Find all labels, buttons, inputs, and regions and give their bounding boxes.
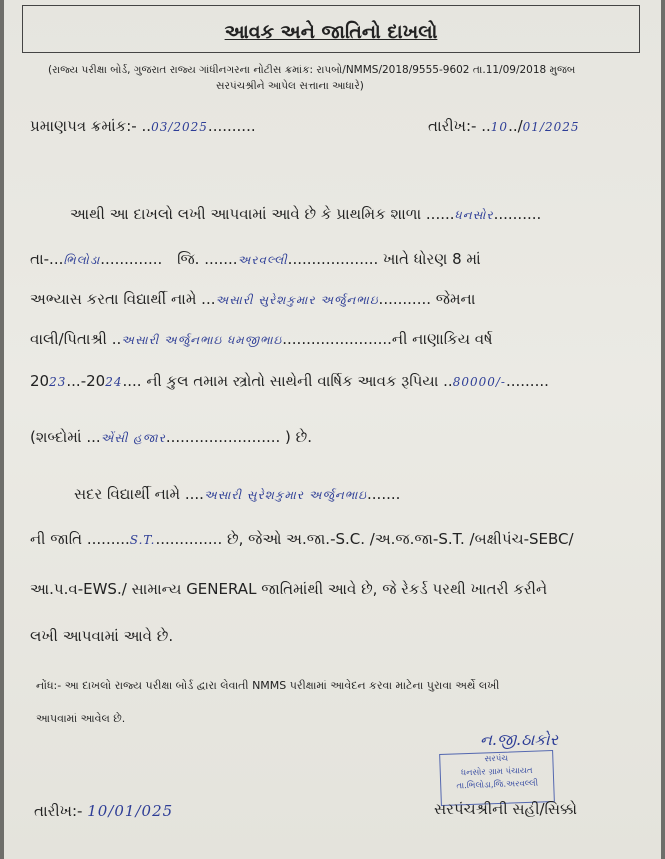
para1-line-5: 2023...-2024.... ની કુલ તમામ સ્ત્રોતો સાથેની વાર્ષિક આવક રૂપિયા ..80000/-......... [30, 372, 549, 390]
taluka-value: ભિલોડા [63, 253, 101, 267]
certificate-paper [4, 0, 661, 859]
para2-line-1: સદર વિદ્યાર્થી નામે ....અસારી સુરેશકુમાર અર્જુનભાઇ....... [74, 485, 401, 503]
stamp-line-3: તા.ભિલોડા,જિ.અરવલ્લી [456, 778, 539, 792]
para2-line-3: આ.પ.વ-EWS./ સામાન્ય GENERAL જાતિમાંથી આવે છે, જે રેકર્ડ પરથી ખાતરી કરીને [30, 580, 548, 598]
date-top-year: /2025 [539, 120, 580, 134]
date-top-day: 10 [490, 120, 509, 134]
taluka-label: તા- [30, 250, 50, 268]
year-from: 23 [49, 375, 67, 389]
note-line-1: નોંધ:- આ દાખલો રાજ્ય પરીક્ષા બોર્ડ દ્વારા લેવાતી NMMS પરીક્ષામાં આવેદન કરવા માટેના પુરાવા અર્થે લખી [36, 679, 500, 692]
bottom-date-row [34, 802, 173, 820]
school-name: ધનસોર [454, 208, 494, 222]
note-line-2: આપવામાં આવેલ છે. [36, 712, 126, 725]
para1-end-text: ) છે. [285, 428, 313, 446]
notice-line-1: (રાજ્ય પરીક્ષા બોર્ડ, ગુજરાત રાજ્ય ગાંધીનગરના નોટીસ ક્રમાંક: રાપબો/NMMS/2018/9555-9602 તા.11/09/2018 મુજબ [48, 64, 576, 76]
sarpanch-signature: ન.જી.ઠાકોર [480, 730, 558, 749]
page-title: આવક અને જાતિનો દાખલો [224, 21, 438, 43]
certificate-no-label: પ્રમાણપત્ર ક્રમાંક:- [30, 117, 137, 135]
para1-line-2: તા-...ભિલોડા............. જિ. .......અરવલ્લી................... ખાતે ધોરણ 8 માં [30, 250, 481, 268]
income-label: ની કુલ તમામ સ્ત્રોતો સાથેની વાર્ષિક આવક રૂપિયા [146, 372, 439, 390]
whose-text: જેમના [435, 290, 476, 308]
certificate-no-row: પ્રમાણપત્ર ક્રમાંક:- ..03/2025.......... [30, 117, 256, 135]
income-value: 80000/- [452, 375, 506, 389]
stamp-line-1: સરપંચ [484, 753, 509, 765]
student-name: અસારી સુરેશકુમાર અર્જુનભાઇ [215, 293, 379, 307]
income-words-label: (શબ્દોમાં [30, 428, 82, 446]
certificate-no-value: 03/2025 [151, 120, 208, 134]
caste-label: ની જાતિ [30, 530, 83, 548]
bottom-date-label: તારીખ:- [34, 802, 83, 820]
standard-text: ખાતે ધોરણ 8 માં [383, 250, 481, 268]
para1-line-3: અભ્યાસ કરતા વિદ્યાર્થી નામે ...અસારી સુરેશકુમાર અર્જુનભાઇ........... જેમના [30, 290, 476, 308]
date-top-label: તારીખ:- [428, 117, 477, 135]
year-to: 24 [105, 375, 123, 389]
para1-text-1: આથી આ દાખલો લખી આપવામાં આવે છે કે પ્રાથમિક શાળા [70, 205, 422, 223]
caste-categories: છે, જેઓ અ.જા.-S.C. /અ.જ.જા-S.T. /બક્ષીપંચ-SEBC/ [227, 530, 574, 548]
guardian-name: અસારી અર્જુનભાઇ ધમજીભાઇ [121, 333, 283, 347]
para2-line-2: ની જાતિ .........S.T............... છે, જેઓ અ.જા.-S.C. /અ.જ.જા-S.T. /બક્ષીપંચ-SEBC/ [30, 530, 574, 548]
caste-value: S.T. [129, 533, 156, 547]
date-top-month: 01 [522, 120, 540, 134]
year-prefix-b: -20 [80, 372, 106, 390]
para1-line-4: વાલી/પિતાશ્રી ..અસારી અર્જુનભાઇ ધમજીભાઇ.......................ની નાણાકિય વર્ષ [30, 330, 493, 348]
bottom-date-value: 10/01/025 [87, 802, 174, 820]
sarpanch-stamp [439, 750, 555, 806]
guardian-label: વાલી/પિતાશ્રી [30, 330, 107, 348]
financial-year-text: ની નાણાકિય વર્ષ [391, 330, 493, 348]
para2-student-name: અસારી સુરેશકુમાર અર્જુનભાઇ [203, 488, 368, 502]
para2-line-4: લખી આપવામાં આવે છે. [30, 627, 174, 645]
para1-line-1: આથી આ દાખલો લખી આપવામાં આવે છે કે પ્રાથમિક શાળા ......ધનસોર.......... [70, 205, 542, 223]
para1-line-6: (શબ્દોમાં ...એંસી હજાર........................ ) છે. [30, 428, 313, 446]
date-top-row: તારીખ:- ..10../01/2025 [428, 117, 580, 135]
district-label: જિ. [177, 250, 200, 268]
signature-label: સરપંચશ્રીની સહી/સિક્કો [434, 800, 578, 818]
year-prefix-a: 20 [30, 372, 50, 390]
income-words: એંસી હજાર [100, 431, 166, 445]
stamp-line-2: ધનસોર ગ્રામ પંચાયત [460, 765, 533, 779]
district-value: અરવલ્લી [237, 253, 288, 267]
notice-line-2: સરપંચશ્રીને આપેલ સત્તાના આધારે) [216, 80, 364, 92]
title-box [22, 5, 640, 53]
student-label: અભ્યાસ કરતા વિદ્યાર્થી નામે [30, 290, 197, 308]
para2-student-label: સદર વિદ્યાર્થી નામે [74, 485, 181, 503]
